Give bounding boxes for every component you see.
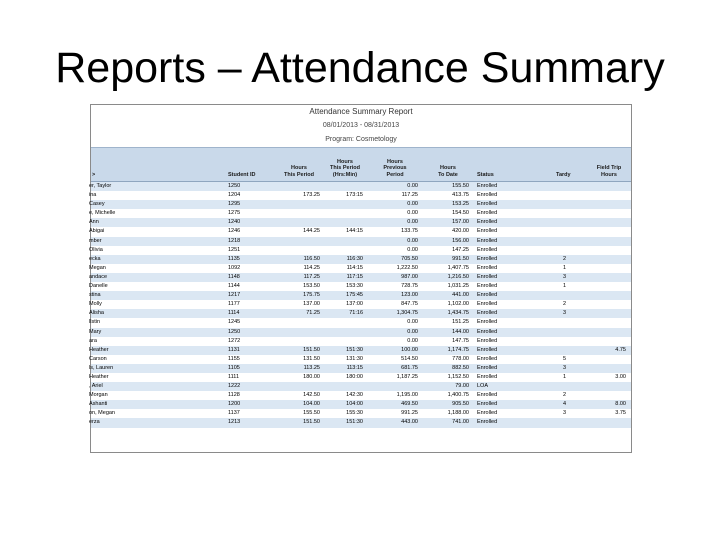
tardy: 3 (563, 410, 567, 417)
hours-this-period-hrsmin: 144:15 (346, 228, 363, 235)
hours-to-date: 156.00 (452, 237, 469, 244)
hours-previous-period: 0.00 (407, 328, 418, 335)
student-id: 1137 (228, 410, 240, 417)
student-name: Mary (89, 328, 102, 335)
student-id: 1177 (228, 301, 240, 308)
hours-previous-period: 0.00 (407, 210, 418, 217)
status: Enrolled (477, 392, 498, 399)
report-title: Attendance Summary Report (309, 107, 413, 116)
hours-to-date: 441.00 (452, 292, 469, 299)
status: Enrolled (477, 292, 498, 299)
hours-to-date: 1,216.50 (447, 273, 469, 280)
status: Enrolled (477, 301, 498, 308)
hours-this-period-hrsmin: 180:00 (346, 373, 363, 380)
table-row (91, 328, 631, 337)
student-id: 1092 (228, 264, 241, 271)
hours-to-date: 154.50 (452, 210, 469, 217)
hours-this-period-hrsmin: 116:30 (346, 255, 363, 262)
student-name: Megan (89, 264, 106, 271)
col-field-trip-hours: Field Trip Hours (596, 165, 622, 178)
col-status: Status (477, 171, 494, 178)
student-name: , Ariel (89, 383, 103, 390)
student-name: Heather (89, 346, 109, 353)
report-date-range: 08/01/2013 - 08/31/2013 (322, 122, 400, 129)
student-id: 1222 (228, 383, 241, 390)
hours-to-date: 1,407.75 (447, 264, 469, 271)
table-row (91, 200, 631, 209)
student-name: Molly (89, 301, 102, 308)
report-header (91, 105, 631, 147)
hours-this-period: 151.50 (303, 346, 320, 353)
status: Enrolled (477, 328, 498, 335)
student-name: stina (89, 292, 101, 299)
col-hours-previous-period: Hours Previous Period (383, 158, 407, 178)
hours-this-period-hrsmin: 155:30 (346, 410, 363, 417)
student-name: Heather (89, 373, 109, 380)
student-name: llstin (89, 319, 101, 326)
hours-to-date: 413.75 (452, 192, 469, 199)
field-trip-hours: 4.75 (615, 346, 626, 353)
table-row (91, 391, 631, 400)
student-id: 1295 (228, 201, 241, 208)
student-id: 1131 (228, 346, 240, 353)
student-id: 1105 (228, 364, 240, 371)
hours-previous-period: 133.75 (401, 228, 418, 235)
hours-this-period-hrsmin: 151:30 (346, 419, 363, 426)
hours-to-date: 1,174.75 (447, 346, 469, 353)
tardy: 4 (563, 401, 567, 408)
hours-to-date: 144.00 (452, 328, 469, 335)
table-row (91, 191, 631, 200)
hours-previous-period: 987.00 (401, 273, 418, 280)
hours-to-date: 1,102.00 (447, 301, 469, 308)
student-id: 1250 (228, 328, 241, 335)
table-row (91, 364, 631, 373)
hours-this-period: 117.25 (303, 273, 320, 280)
status: Enrolled (477, 273, 498, 280)
hours-to-date: 741.00 (452, 419, 469, 426)
col-hours-this-period: Hours This Period (284, 165, 314, 178)
hours-this-period: 131.50 (303, 355, 320, 362)
student-id: 1111 (228, 373, 240, 380)
col-hours-this-period-hrsmin: Hours This Period (Hrs:Min) (330, 158, 360, 178)
student-name: ara (89, 337, 97, 344)
table-row (91, 291, 631, 300)
student-id: 1275 (228, 210, 241, 217)
hours-this-period: 153.50 (303, 283, 320, 290)
student-id: 1250 (228, 183, 241, 189)
student-id: 1135 (228, 255, 240, 262)
student-name: on, Megan (89, 410, 115, 417)
student-id: 1246 (228, 228, 241, 235)
hours-to-date: 1,434.75 (447, 310, 469, 317)
student-id: 1213 (228, 419, 241, 426)
status: Enrolled (477, 401, 498, 408)
hours-previous-period: 117.25 (401, 192, 418, 199)
status: Enrolled (477, 364, 498, 371)
hours-to-date: 905.50 (452, 401, 469, 408)
status: Enrolled (477, 183, 498, 189)
column-header-row (91, 147, 631, 182)
table-row (91, 264, 631, 273)
hours-to-date: 1,188.00 (447, 410, 469, 417)
hours-previous-period: 123.00 (401, 292, 418, 299)
student-name: mber (89, 237, 102, 244)
student-name: Olivia (89, 246, 103, 253)
tardy: 2 (563, 392, 567, 399)
hours-this-period: 144.25 (303, 228, 320, 235)
hours-previous-period: 847.75 (401, 301, 418, 308)
hours-previous-period: 0.00 (407, 219, 418, 226)
col-student-id: Student ID (228, 171, 256, 178)
hours-this-period-hrsmin: 175:45 (346, 292, 363, 299)
student-id: 1155 (228, 355, 240, 362)
student-name: Ann (89, 219, 99, 226)
hours-previous-period: 991.25 (401, 410, 418, 417)
report-rows (91, 182, 631, 428)
student-id: 1245 (228, 319, 241, 326)
status: Enrolled (477, 310, 498, 317)
hours-this-period-hrsmin: 131:30 (346, 355, 363, 362)
attendance-report-image (90, 104, 632, 453)
hours-to-date: 882.50 (452, 364, 469, 371)
table-row (91, 337, 631, 346)
table-row (91, 309, 631, 318)
hours-this-period-hrsmin: 114:15 (346, 264, 363, 271)
student-name: ecka (89, 255, 101, 262)
hours-this-period: 71.25 (306, 310, 320, 317)
hours-previous-period: 0.00 (407, 183, 418, 189)
hours-this-period: 175.75 (303, 292, 320, 299)
hours-this-period: 104.00 (303, 401, 320, 408)
status: Enrolled (477, 219, 498, 226)
tardy: 2 (563, 301, 567, 308)
table-row (91, 273, 631, 282)
hours-to-date: 420.00 (452, 228, 469, 235)
field-trip-hours: 3.00 (615, 373, 626, 380)
hours-previous-period: 514.50 (401, 355, 418, 362)
student-id: 1144 (228, 283, 240, 290)
hours-this-period: 180.00 (303, 373, 320, 380)
slide-title: Reports – Attendance Summary (55, 44, 665, 92)
table-row (91, 218, 631, 227)
student-name: Ashanti (89, 401, 108, 408)
hours-to-date: 157.00 (452, 219, 469, 226)
hours-to-date: 153.25 (452, 201, 469, 208)
hours-this-period-hrsmin: 113:15 (346, 364, 363, 371)
table-row (91, 318, 631, 327)
student-id: 1204 (228, 192, 241, 199)
student-id: 1128 (228, 392, 240, 399)
tardy: 1 (563, 373, 567, 380)
table-row (91, 255, 631, 264)
hours-this-period: 173.25 (303, 192, 320, 199)
student-id: 1114 (228, 310, 240, 317)
hours-this-period-hrsmin: 104:00 (346, 401, 363, 408)
hours-this-period: 155.50 (303, 410, 320, 417)
hours-previous-period: 1,304.75 (396, 310, 418, 317)
field-trip-hours: 3.75 (615, 410, 626, 417)
hours-to-date: 151.25 (452, 319, 469, 326)
hours-this-period: 142.50 (303, 392, 320, 399)
col-tardy: Tardy (556, 171, 571, 178)
hours-previous-period: 469.50 (401, 401, 418, 408)
student-name: Danelle (89, 283, 108, 290)
tardy: 3 (563, 310, 567, 317)
hours-previous-period: 1,195.00 (396, 392, 418, 399)
student-name: er, Taylor (89, 183, 112, 189)
student-name: ina (89, 192, 97, 199)
student-name: erza (89, 419, 100, 426)
table-row (91, 409, 631, 418)
status: Enrolled (477, 264, 498, 271)
student-name: Alisha (89, 310, 104, 317)
hours-to-date: 1,031.25 (447, 283, 469, 290)
student-id: 1217 (228, 292, 241, 299)
hours-previous-period: 0.00 (407, 319, 418, 326)
hours-to-date: 147.25 (452, 246, 469, 253)
status: LOA (477, 383, 489, 390)
table-row (91, 282, 631, 291)
tardy: 3 (563, 364, 567, 371)
table-row (91, 373, 631, 382)
student-id: 1240 (228, 219, 241, 226)
hours-to-date: 1,152.50 (447, 373, 469, 380)
status: Enrolled (477, 337, 498, 344)
hours-previous-period: 0.00 (407, 201, 418, 208)
table-row (91, 300, 631, 309)
hours-previous-period: 705.50 (401, 255, 418, 262)
hours-this-period: 116.50 (303, 255, 320, 262)
status: Enrolled (477, 201, 498, 208)
hours-to-date: 79.00 (455, 383, 469, 390)
status: Enrolled (477, 246, 498, 253)
hours-this-period-hrsmin: 117:15 (346, 273, 363, 280)
hours-to-date: 991.50 (452, 255, 469, 262)
student-id: 1148 (228, 273, 240, 280)
hours-this-period-hrsmin: 71:16 (349, 310, 363, 317)
hours-to-date: 778.00 (452, 355, 469, 362)
report-program: Program: Cosmetology (325, 136, 397, 143)
table-row (91, 355, 631, 364)
student-id: 1200 (228, 401, 241, 408)
status: Enrolled (477, 355, 498, 362)
tardy: 5 (563, 355, 567, 362)
hours-previous-period: 1,222.50 (396, 264, 418, 271)
hours-previous-period: 443.00 (401, 419, 418, 426)
hours-this-period: 151.50 (303, 419, 320, 426)
hours-to-date: 155.50 (452, 183, 469, 189)
hours-previous-period: 0.00 (407, 337, 418, 344)
status: Enrolled (477, 419, 498, 426)
hours-this-period-hrsmin: 153:30 (346, 283, 363, 290)
student-id: 1251 (228, 246, 241, 253)
student-id: 1218 (228, 237, 241, 244)
hours-previous-period: 0.00 (407, 246, 418, 253)
table-row (91, 227, 631, 236)
col-hours-to-date: Hours To Date (438, 165, 458, 178)
status: Enrolled (477, 228, 498, 235)
table-row (91, 382, 631, 391)
tardy: 2 (563, 255, 567, 262)
hours-previous-period: 0.00 (407, 237, 418, 244)
hours-previous-period: 1,187.25 (396, 373, 418, 380)
status: Enrolled (477, 192, 498, 199)
status: Enrolled (477, 346, 498, 353)
student-name: Casey (89, 201, 105, 208)
table-row (91, 209, 631, 218)
hours-this-period-hrsmin: 151:30 (346, 346, 363, 353)
hours-this-period: 114.25 (303, 264, 320, 271)
hours-to-date: 147.75 (452, 337, 469, 344)
tardy: 1 (563, 283, 567, 290)
student-name: Morgan (89, 392, 108, 399)
hours-previous-period: 681.75 (401, 364, 418, 371)
student-name: andace (89, 273, 108, 280)
status: Enrolled (477, 373, 498, 380)
hours-this-period-hrsmin: 137:00 (346, 301, 363, 308)
table-row (91, 246, 631, 255)
field-trip-hours: 8.00 (615, 401, 626, 408)
status: Enrolled (477, 319, 498, 326)
status: Enrolled (477, 410, 498, 417)
hours-this-period: 137.00 (303, 301, 320, 308)
hours-to-date: 1,400.75 (447, 392, 469, 399)
table-row (91, 182, 631, 191)
hours-this-period: 113.25 (303, 364, 320, 371)
student-name: ls, Lauren (89, 364, 114, 371)
table-row (91, 346, 631, 355)
student-id: 1272 (228, 337, 241, 344)
table-row (91, 418, 631, 427)
student-name: Carson (89, 355, 107, 362)
hours-previous-period: 100.00 (401, 346, 418, 353)
status: Enrolled (477, 283, 498, 290)
table-row (91, 400, 631, 409)
table-row (91, 237, 631, 246)
tardy: 3 (563, 273, 567, 280)
tardy: 1 (563, 264, 567, 271)
hours-this-period-hrsmin: 173:15 (346, 192, 363, 199)
student-name: Abigai (89, 228, 105, 235)
hours-previous-period: 728.75 (401, 283, 418, 290)
status: Enrolled (477, 237, 498, 244)
col-name: > (92, 171, 96, 178)
student-name: e, Michelle (89, 210, 116, 217)
status: Enrolled (477, 210, 498, 217)
status: Enrolled (477, 255, 498, 262)
hours-this-period-hrsmin: 142:30 (346, 392, 363, 399)
